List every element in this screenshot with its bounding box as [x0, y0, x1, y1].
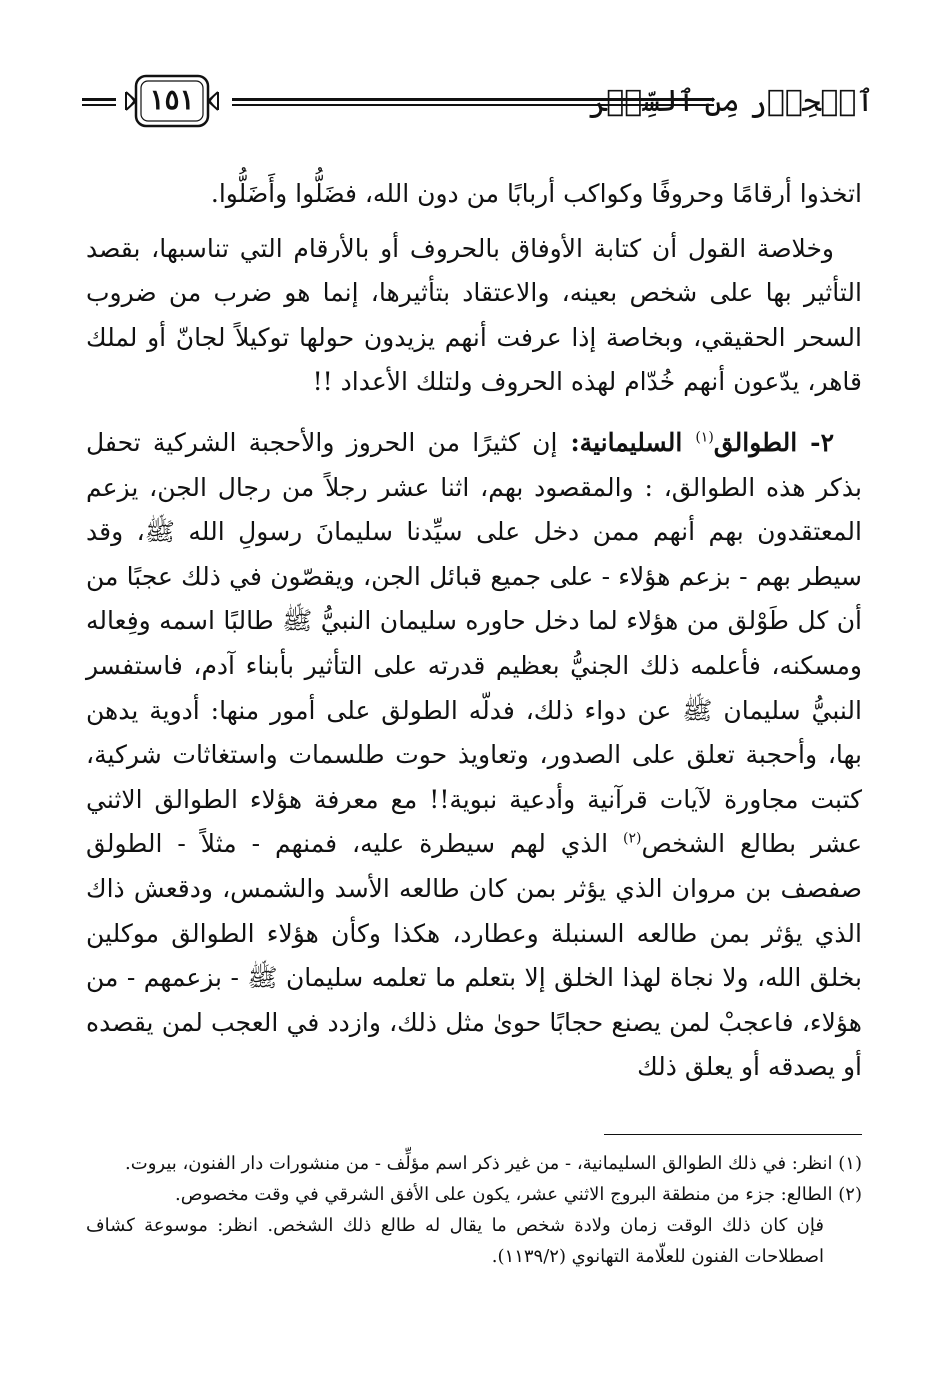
header-rule-right: [232, 98, 714, 106]
main-text: [86, 172, 862, 1090]
footnote-marker-2: (٢): [622, 830, 642, 847]
page-number: ١٥١: [149, 83, 195, 116]
footnote-separator: [604, 1134, 862, 1135]
paragraph-1: اتخذوا أرقامًا وحروفًا وكواكب أربابًا من دون الله، فضَلُّوا وأَضَلُّوا.: [210, 179, 862, 208]
footnote-2-text: الطالع: جزء من منطقة البروج الاثني عشر، يكون على الأفق الشرقي في وقت مخصوص.: [175, 1184, 839, 1205]
header-rule-left: [82, 98, 116, 106]
footnote-marker-1: (١): [695, 429, 714, 446]
footnote-2: [86, 1179, 862, 1210]
footnotes: [86, 1148, 862, 1272]
paragraph-3: [86, 421, 862, 1090]
paragraph-3-text-b: الذي لهم سيطرة عليه، فمنهم - مثلاً - الطولق صفصف بن مروان الذي يؤثر بمن كان طالعه الأسد والشمس، ودقعش ذاك الذي يؤثر بمن طالعه السنبلة وعطارد، هكذا وكأن هؤلاء الطوالق موكلين بخلق الله، ولا نجاة لهذا الخلق إلا بتعلم ما تعلمه سليمان ﷺ - بزعمهم - من هؤلاء، فاعجبْ لمن يصنع حجابًا حوىٰ مثل ذلك، وازدد في العجب لمن يقصده أو يصدقه أو يعلق ذلك: [86, 829, 863, 1082]
section-heading: ٢- الطوالق: [713, 427, 834, 457]
footnote-2-number: (٢): [838, 1184, 862, 1205]
footnote-1: [86, 1148, 862, 1179]
paragraph-3-text-a: إن كثيرًا من الحروز والأحجبة الشركية تحفل بذكر هذه الطوالق، : والمقصود بهم، اثنا عشر رجلاً من رجال الجن، يزعم المعتقدون بهم أنهم ممن دخل على سيِّدنا سليمانَ رسولِ الله ﷺ، وقد سيطر بهم - بزعم هؤلاء - على جميع قبائل الجن، ويقصّون في ذلك عجبًا من أن كل طَوْلق من هؤلاء لما دخل حاوره سليمان النبيُّ ﷺ طالبًا اسمه وفِعاله ومسكنه، فأعلمه ذلك الجنيُّ بعظيم قدرته على التأثير بأبناء آدم، فاستفسر النبيُّ سليمان ﷺ عن دواء ذلك، فدلّه الطولق على أمور منها: أدوية يدهن بها، وأحجبة تعلق على الصدور، وتعاويذ حوت طلسمات واستغاثات شركية، كتبت مجاورة لآيات قرآنية وأدعية نبوية!! مع معرفة هؤلاء الطوالق الاثني عشر بطالع الشخص: [86, 427, 862, 859]
page-header: [82, 70, 874, 134]
running-title: ٱلۡحِذۡر مِن ٱلسِّحۡر: [588, 84, 874, 119]
paragraph-2: وخلاصة القول أن كتابة الأوفاق بالحروف أو بالأرقام التي تناسبها، بقصد التأثير بها على شخص بعينه، والاعتقاد بتأثيرها، إنما هو ضرب من ضروب السحر الحقيقي، وبخاصة إذا عرفت أنهم يزيدون حولها توكيلاً لجانّ أو لملك قاهر، يدّعون أنهم خُدّام لهذه الحروف ولتلك الأعداد !!: [86, 233, 862, 397]
footnote-1-number: (١): [838, 1153, 862, 1174]
footnote-1-text: انظر: في ذلك الطوالق السليمانية، - من غير ذكر اسم مؤلِّف - من منشورات دار الفنون، بيروت.: [125, 1153, 839, 1174]
footnote-2-continuation: فإن كان ذلك الوقت زمان ولادة شخص ما يقال له طالع ذلك الشخص. انظر: موسوعة كشاف اصطلاحات الفنون للعلّامة التهانوي (١١٣٩/٢).: [86, 1215, 824, 1267]
section-heading-cont: السليمانية:: [557, 427, 696, 457]
page-number-frame: [122, 70, 222, 132]
